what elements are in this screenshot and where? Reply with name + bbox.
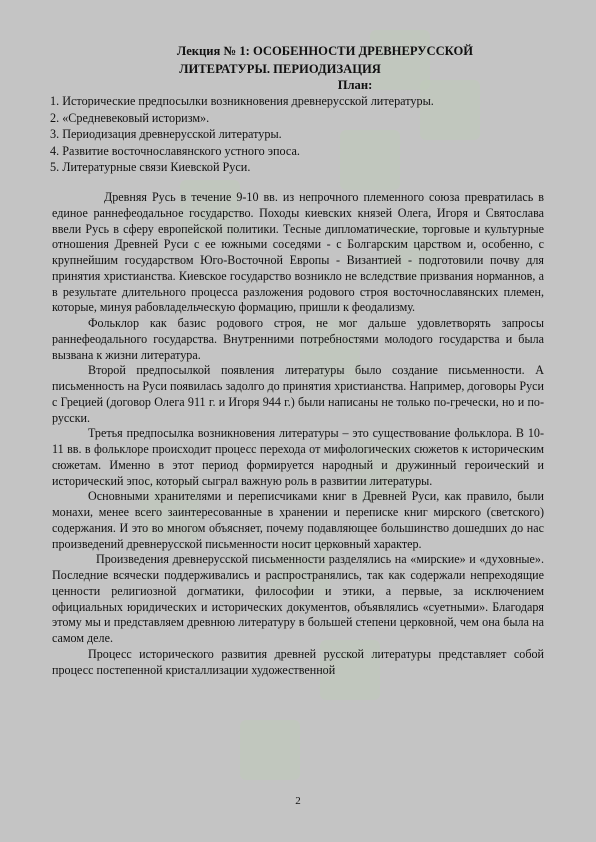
lecture-body (52, 190, 544, 678)
plan-item: 2. «Средневековый историзм». (50, 110, 210, 125)
plan-item: 1. Исторические предпосылки возникновения древнерусской литературы. (50, 94, 434, 108)
paragraph: Древняя Русь в течение 9-10 вв. из непрочного племенного союза превратилась в единое раннефеодальное государство. Походы киевских князей Олега, Игоря и Святослава ввели Русь в сферу европейской политики. Тесные дипломатические, торговые и культурные отношения Древней Руси с ее южными соседями - с Болгарским царством и, особенно, с крупнейшим государством Юго-Восточной Европы - Византией - подготовили почву для принятия христианства. Киевское государство возникло не вследствие призвания норманнов, а в результате длительного процесса разложения родового строя восточнославянских племен, которые, минуя рабовладельческую формацию, пришли к феодализму. (52, 190, 544, 315)
plan-list (50, 93, 434, 176)
paragraph: Второй предпосылкой появления литературы было создание письменности. А письменность на Руси появилась задолго до принятия христианства. Например, договоры Руси с Грецией (договор Олега 911 г. и Игоря 944 г.) были написаны не только по-гречески, но и по-русски. (52, 363, 544, 425)
lecture-title-line-1: Лекция № 1: ОСОБЕННОСТИ ДРЕВНЕРУССКОЙ (176, 44, 474, 58)
plan-heading: План: (337, 78, 373, 92)
plan-item: 4. Развитие восточнославянского устного эпоса. (50, 143, 300, 158)
paragraph: Произведения древнерусской письменности разделялись на «мирские» и «духовные». Последние всячески поддерживались и распространялись, так как содержали непреходящие ценности религиозной догматики, философии и этики, а первые, за исключением официальных юридических и исторических документов, объявлялись «суетными». Благодаря этому мы и представляем древнюю литературу в большей степени церковной, чем она была на самом деле. (52, 552, 544, 645)
plan-item: 5. Литературные связи Киевской Руси. (50, 160, 251, 175)
plan-item: 3. Периодизация древнерусской литературы. (50, 127, 282, 142)
paragraph: Третья предпосылка возникновения литературы – это существование фольклора. В 10-11 вв. в фольклоре происходит процесс перехода от мифологических сюжетов к историческим сюжетам. Именно в этот период формируется народный и дружинный героический и исторический эпос, который сыграл важную роль в развитии литературы. (52, 426, 544, 488)
paragraph: Процесс исторического развития древней русской литературы представляет собой процесс постепенной кристаллизации художественной (52, 646, 544, 677)
page-number: 2 (295, 795, 301, 807)
lecture-title-line-2: ЛИТЕРАТУРЫ. ПЕРИОДИЗАЦИЯ (179, 62, 381, 76)
paragraph: Основными хранителями и переписчиками книг в Древней Руси, как правило, были монахи, менее всего заинтересованные в хранении и переписке книг мирского (светского) содержания. И это во многом объясняет, почему подавляющее большинство дошедших до нас произведений древнерусской письменности носит церковный характер. (52, 489, 544, 551)
paragraph: Фольклор как базис родового строя, не мог дальше удовлетворять запросы раннефеодального государства. Внутренними потребностями молодого государства и была вызвана к жизни литература. (52, 316, 544, 362)
